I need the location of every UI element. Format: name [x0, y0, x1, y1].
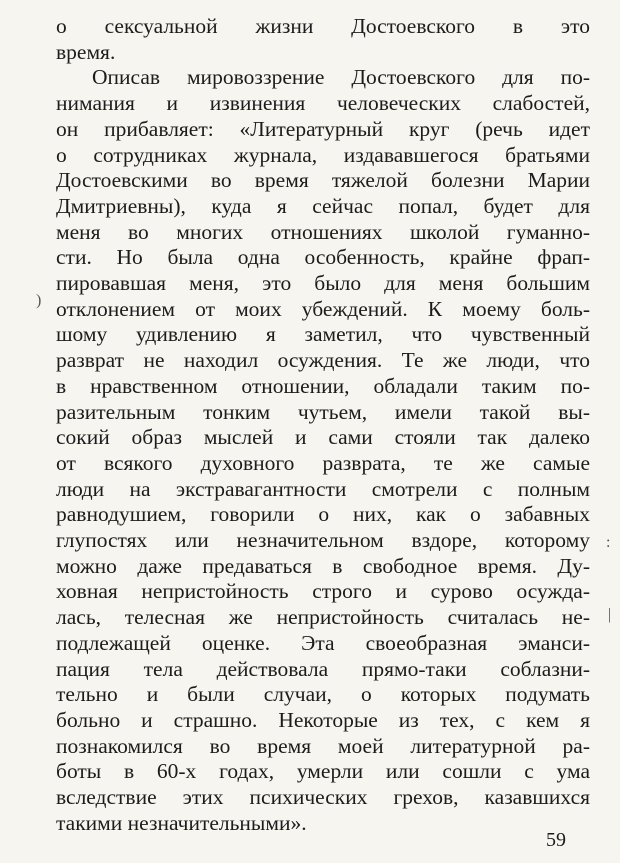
text-line: в нравственном отношении, обладали таким по-	[56, 373, 590, 398]
text-line: разительным тонким чутьем, имели такой вы-	[56, 399, 590, 424]
text-line: отклонением от моих убеждений. К моему боль-	[56, 296, 590, 321]
text-line: больно и страшно. Некоторые из тех, с кем я	[56, 707, 590, 732]
margin-mark: |	[608, 606, 612, 623]
text-line: пация тела действовала прямо-таки соблазни-	[56, 656, 590, 681]
text-line: Достоевскими во время тяжелой болезни Марии	[56, 168, 590, 193]
text-line: он прибавляет: «Литературный круг (речь идет	[56, 116, 590, 141]
text-line: боты в 60-х годах, умерли или сошли с ума	[56, 759, 590, 784]
text-line: о сексуальной жизни Достоевского в это	[56, 14, 590, 38]
text-line: о сотрудниках журнала, издававшегося братьями	[56, 142, 590, 167]
text-line: время.	[56, 39, 116, 64]
page-number: 59	[546, 829, 566, 851]
text-line: Дмитриевны), куда я сейчас попал, будет для	[56, 193, 590, 218]
text-line: люди на экстравагантности смотрели с полным	[56, 476, 590, 501]
text-line: тельно и были случаи, о которых подумать	[56, 682, 590, 707]
text-line: глупостях или незначительном вздоре, которому	[56, 528, 590, 553]
text-line: равнодушием, говорили о них, как о забавных	[56, 502, 590, 527]
text-line: познакомился во время моей литературной ра-	[56, 733, 590, 758]
margin-mark: :	[606, 534, 611, 551]
text-line: вследствие этих психических грехов, казавшихся	[56, 785, 590, 810]
text-line: сокий образ мыслей и сами стояли так далеко	[56, 425, 590, 450]
text-line: шому удивлению я заметил, что чувственный	[56, 322, 590, 347]
text-line: разврат не находил осуждения. Те же люди, что	[56, 348, 590, 373]
text-line: меня во многих отношениях школой гуманно-	[56, 219, 590, 244]
text-line: подлежащей оценке. Эта своеобразная эманси-	[56, 630, 590, 655]
text-line: сти. Но была одна особенность, крайне фрап-	[56, 245, 590, 270]
text-line: ховная непристойность строго и сурово осужда-	[56, 579, 590, 604]
text-line: такими незначительными».	[56, 810, 307, 835]
text-line: пировавшая меня, это было для меня большим	[56, 271, 590, 296]
text-line: лась, телесная же непристойность считалась не-	[56, 605, 590, 630]
page-text	[56, 14, 590, 837]
text-line: нимания и извинения человеческих слабостей,	[56, 91, 590, 116]
text-line: от всякого духовного разврата, те же самые	[56, 450, 590, 475]
margin-mark: )	[36, 292, 42, 309]
text-line: можно даже предаваться в свободное время. Ду-	[56, 553, 590, 578]
text-line: Описав мировоззрение Достоевского для по-	[92, 65, 590, 90]
